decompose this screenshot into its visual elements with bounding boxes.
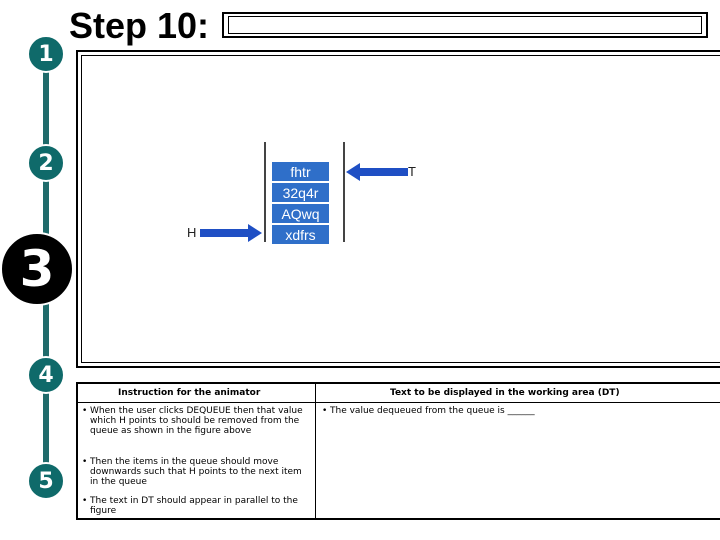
step-3-button[interactable]: 3: [0, 232, 74, 306]
step-5-button[interactable]: 5: [27, 462, 65, 500]
queue-left-wall: [264, 142, 266, 242]
instruction-table: [76, 382, 720, 520]
animator-instruction: The text in DT should appear in parallel to the figure: [90, 496, 298, 516]
animator-instruction: Then the items in the queue should move downwards such that H points to the next item in the queue: [90, 457, 302, 487]
tail-arrow-icon: [346, 162, 408, 182]
step-4-button[interactable]: 4: [27, 356, 65, 394]
queue-right-wall: [343, 142, 345, 242]
bullet-icon: •: [322, 406, 328, 416]
queue-cell: AQwq: [272, 204, 329, 224]
step-2-button[interactable]: 2: [27, 144, 65, 182]
dt-column-header: Text to be displayed in the working area (DT): [390, 388, 620, 398]
queue-cell: 32q4r: [272, 183, 329, 203]
bullet-icon: •: [82, 457, 88, 467]
title-text-box: [222, 12, 708, 38]
page-title: Step 10:: [69, 5, 210, 46]
working-area: [76, 50, 720, 368]
header-divider: [78, 402, 720, 403]
bullet-icon: •: [82, 496, 88, 506]
queue-cell: fhtr: [272, 162, 329, 182]
tail-label: T: [408, 164, 416, 179]
bullet-icon: •: [82, 406, 88, 416]
head-label: H: [187, 225, 197, 240]
head-arrow-icon: [200, 223, 262, 243]
queue-cell: xdfrs: [272, 225, 329, 245]
animator-column-header: Instruction for the animator: [118, 388, 261, 398]
animator-instruction: When the user clicks DEQUEUE then that value which H points to should be removed from the queue as shown in the figure above: [90, 406, 303, 436]
dt-text: The value dequeued from the queue is ______: [330, 406, 535, 416]
step-1-button[interactable]: 1: [27, 35, 65, 73]
